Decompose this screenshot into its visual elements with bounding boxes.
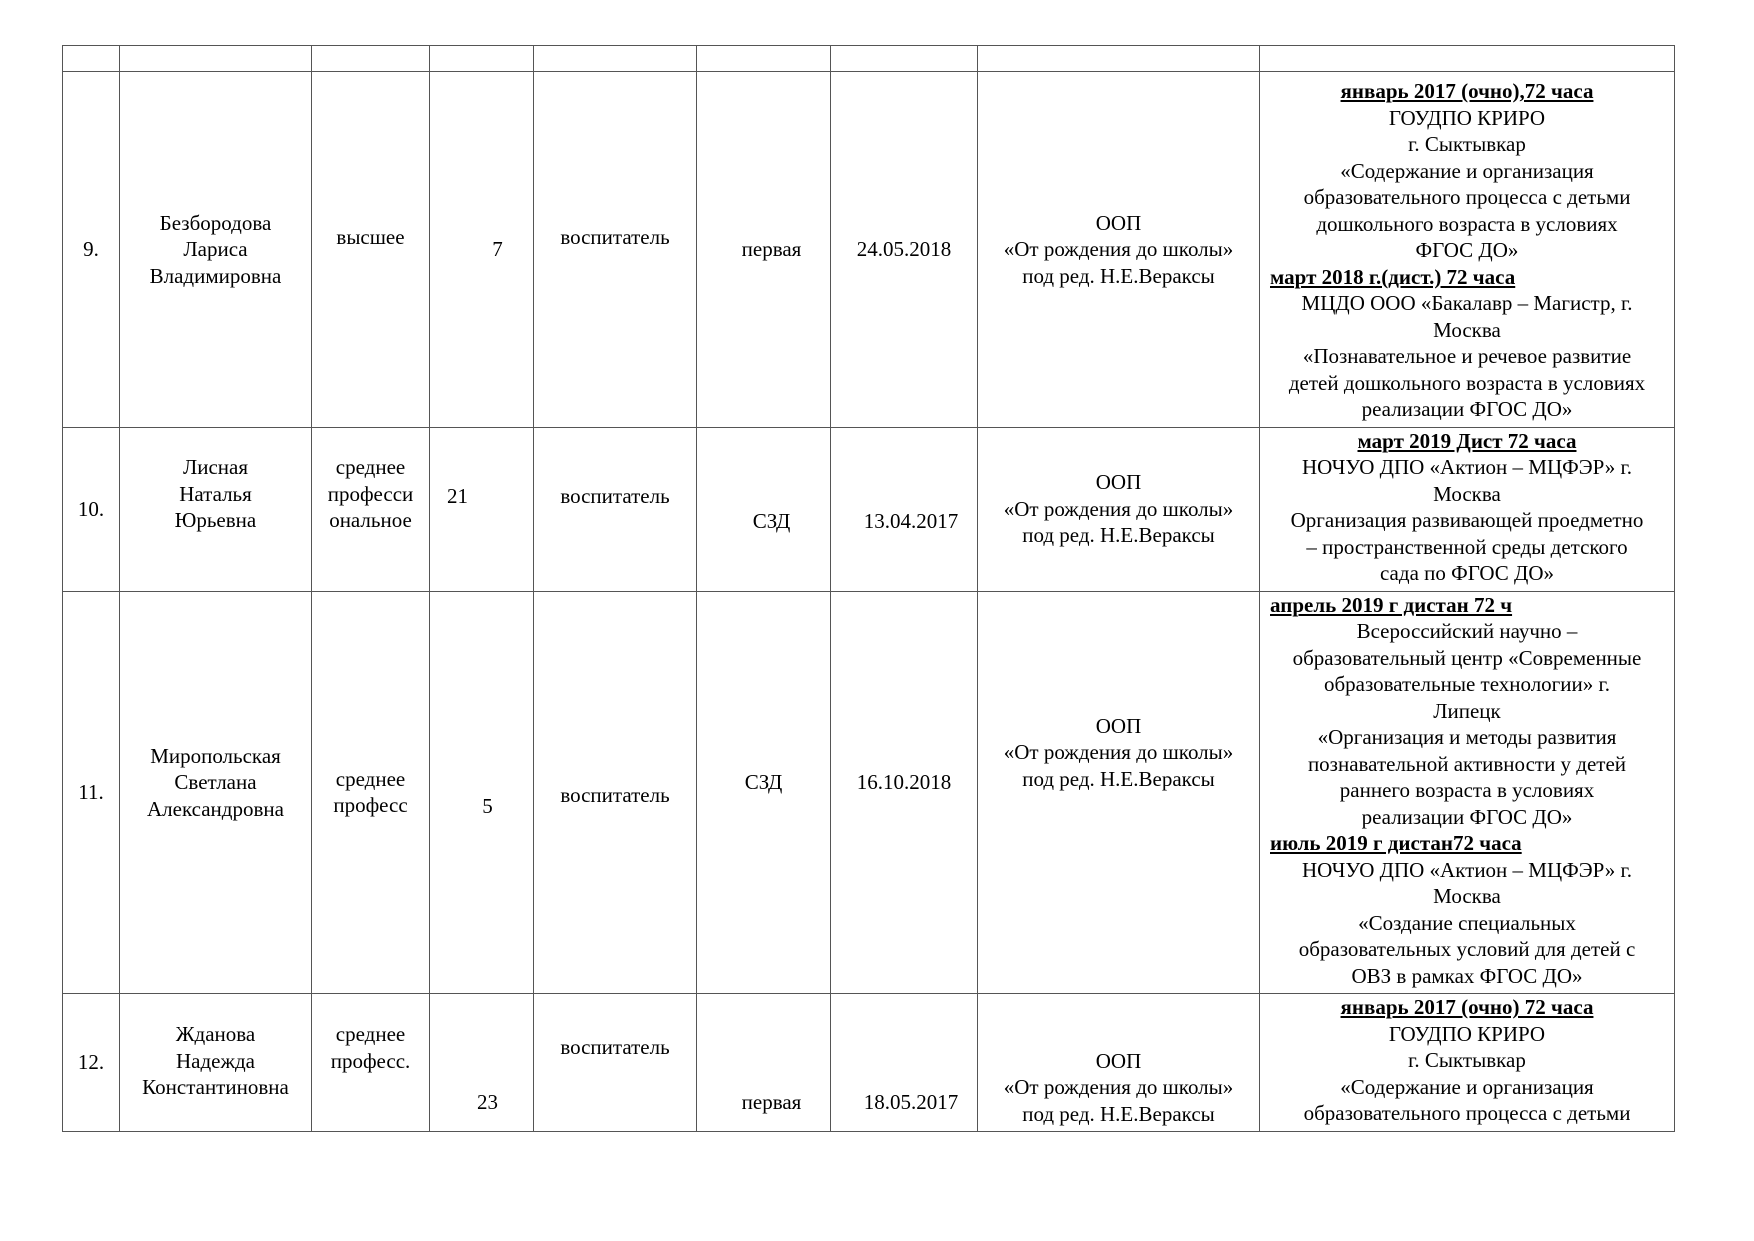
table-cell	[1260, 46, 1675, 72]
category: СЗД	[697, 427, 831, 591]
education	[312, 994, 430, 1132]
experience: 21	[430, 427, 534, 591]
course-line: НОЧУО ДПО «Актион – МЦФЭР» г.	[1301, 455, 1633, 479]
first-name: Светлана	[174, 770, 257, 794]
table-cell	[697, 46, 831, 72]
education-line: среднее	[335, 1022, 406, 1046]
course-line: образовательных условий для детей с	[1298, 937, 1636, 961]
course-line: Всероссийский научно –	[1356, 619, 1578, 643]
course-line: реализации ФГОС ДО»	[1361, 804, 1573, 829]
course-line: Организация развивающей проедметно	[1290, 508, 1644, 532]
education-line: професси	[327, 481, 414, 506]
row-number: 12.	[63, 994, 120, 1132]
course-line: Липецк	[1433, 698, 1501, 723]
attestation-date: 18.05.2017	[831, 994, 978, 1132]
table-cell	[312, 46, 430, 72]
table-cell	[978, 46, 1260, 72]
program-line: ООП	[1095, 1048, 1142, 1073]
courses	[1260, 72, 1675, 428]
course-line: образовательного процесса с детьми	[1303, 1101, 1631, 1125]
category: СЗД	[697, 591, 831, 994]
course-line: образовательного процесса с детьми	[1303, 185, 1631, 209]
course-line: «Организация и методы развития	[1317, 725, 1617, 749]
course-line: ФГОС ДО»	[1415, 238, 1519, 262]
course-line: «Познавательное и речевое развитие	[1302, 344, 1632, 368]
table-row	[63, 72, 1675, 428]
table-cell	[430, 46, 534, 72]
first-name: Надежда	[175, 1048, 255, 1073]
course-line: Москва	[1433, 317, 1501, 342]
course-line: – пространственной среды детского	[1306, 534, 1628, 559]
course-heading: июль 2019 г дистан72 часа	[1270, 831, 1522, 855]
employee-name	[120, 591, 312, 994]
education-line: ональное	[329, 508, 412, 533]
row-number: 11.	[63, 591, 120, 994]
course-line: ОВЗ в рамках ФГОС ДО»	[1351, 963, 1583, 988]
surname: Безбородова	[159, 210, 272, 235]
program-line: ООП	[1095, 470, 1142, 495]
attestation-date: 13.04.2017	[831, 427, 978, 591]
course-line: ГОУДПО КРИРО	[1388, 105, 1546, 130]
course-line: г. Сыктывкар	[1408, 1048, 1526, 1072]
experience: 7	[430, 72, 534, 428]
course-line: «Содержание и организация	[1340, 158, 1594, 183]
course-line: детей дошкольного возраста в условиях	[1288, 370, 1646, 395]
courses	[1260, 994, 1675, 1132]
position: воспитатель	[534, 591, 697, 994]
program	[978, 427, 1260, 591]
course-line: образовательный центр «Современные	[1292, 645, 1642, 670]
patronymic: Константиновна	[142, 1075, 289, 1099]
education-line: высшее	[336, 224, 405, 249]
program-line: ООП	[1095, 713, 1142, 738]
course-line: сада по ФГОС ДО»	[1379, 561, 1555, 585]
patronymic: Александровна	[147, 796, 284, 821]
course-line: дошкольного возраста в условиях	[1316, 211, 1618, 236]
position: воспитатель	[534, 994, 697, 1132]
patronymic: Юрьевна	[174, 508, 257, 533]
position: воспитатель	[534, 72, 697, 428]
table-cell	[831, 46, 978, 72]
experience: 23	[430, 994, 534, 1132]
category: первая	[697, 994, 831, 1132]
attestation-date: 24.05.2018	[831, 72, 978, 428]
table-header-row	[63, 46, 1675, 72]
course-line: «Содержание и организация	[1340, 1074, 1594, 1099]
category: первая	[697, 72, 831, 428]
experience: 5	[430, 591, 534, 994]
surname: Лисная	[182, 455, 249, 480]
attestation-date: 16.10.2018	[831, 591, 978, 994]
course-line: ГОУДПО КРИРО	[1388, 1021, 1546, 1046]
employee-name	[120, 994, 312, 1132]
patronymic: Владимировна	[149, 263, 282, 288]
table-cell	[63, 46, 120, 72]
table-row	[63, 591, 1675, 994]
course-line: «Создание специальных	[1358, 910, 1576, 935]
education	[312, 591, 430, 994]
program	[978, 994, 1260, 1132]
course-line: познавательной активности у детей	[1307, 751, 1627, 776]
staff-table	[62, 45, 1675, 1132]
course-line: Москва	[1433, 481, 1501, 506]
course-line: г. Сыктывкар	[1408, 132, 1526, 156]
program-line: под ред. Н.Е.Вераксы	[1022, 523, 1215, 548]
program-line: под ред. Н.Е.Вераксы	[1022, 766, 1215, 791]
education	[312, 427, 430, 591]
position: воспитатель	[534, 427, 697, 591]
course-line: реализации ФГОС ДО»	[1361, 397, 1573, 421]
employee-name	[120, 72, 312, 428]
education	[312, 72, 430, 428]
surname: Жданова	[175, 1022, 256, 1046]
program-line: ООП	[1095, 210, 1142, 235]
course-heading: апрель 2019 г дистан 72 ч	[1270, 592, 1513, 617]
education-line: професс	[333, 793, 408, 818]
program	[978, 591, 1260, 994]
program-line: «От рождения до школы»	[1003, 496, 1234, 521]
course-line: Москва	[1433, 884, 1501, 908]
course-heading: январь 2017 (очно) 72 часа	[1340, 995, 1594, 1019]
program	[978, 72, 1260, 428]
table-cell	[534, 46, 697, 72]
course-heading: март 2019 Дист 72 часа	[1357, 428, 1577, 453]
employee-name	[120, 427, 312, 591]
education-line: среднее	[335, 766, 406, 791]
course-heading: январь 2017 (очно),72 часа	[1340, 79, 1594, 103]
course-line: раннего возраста в условиях	[1339, 778, 1595, 802]
course-line: образовательные технологии» г.	[1323, 672, 1611, 696]
row-number: 9.	[63, 72, 120, 428]
table-cell	[120, 46, 312, 72]
course-heading: март 2018 г.(дист.) 72 часа	[1270, 264, 1516, 289]
program-line: «От рождения до школы»	[1003, 740, 1234, 764]
courses	[1260, 591, 1675, 994]
education-line: професс.	[330, 1048, 411, 1073]
program-line: «От рождения до школы»	[1003, 237, 1234, 261]
courses	[1260, 427, 1675, 591]
program-line: под ред. Н.Е.Вераксы	[1022, 263, 1215, 288]
surname: Миропольская	[150, 743, 281, 768]
first-name: Лариса	[183, 237, 248, 261]
program-line: под ред. Н.Е.Вераксы	[1022, 1101, 1215, 1126]
education-line: среднее	[335, 455, 406, 480]
table-row	[63, 427, 1675, 591]
first-name: Наталья	[179, 481, 252, 506]
course-line: МЦДО ООО «Бакалавр – Магистр, г.	[1301, 291, 1633, 315]
row-number: 10.	[63, 427, 120, 591]
program-line: «От рождения до школы»	[1003, 1075, 1234, 1099]
course-line: НОЧУО ДПО «Актион – МЦФЭР» г.	[1301, 857, 1633, 882]
table-row	[63, 994, 1675, 1132]
